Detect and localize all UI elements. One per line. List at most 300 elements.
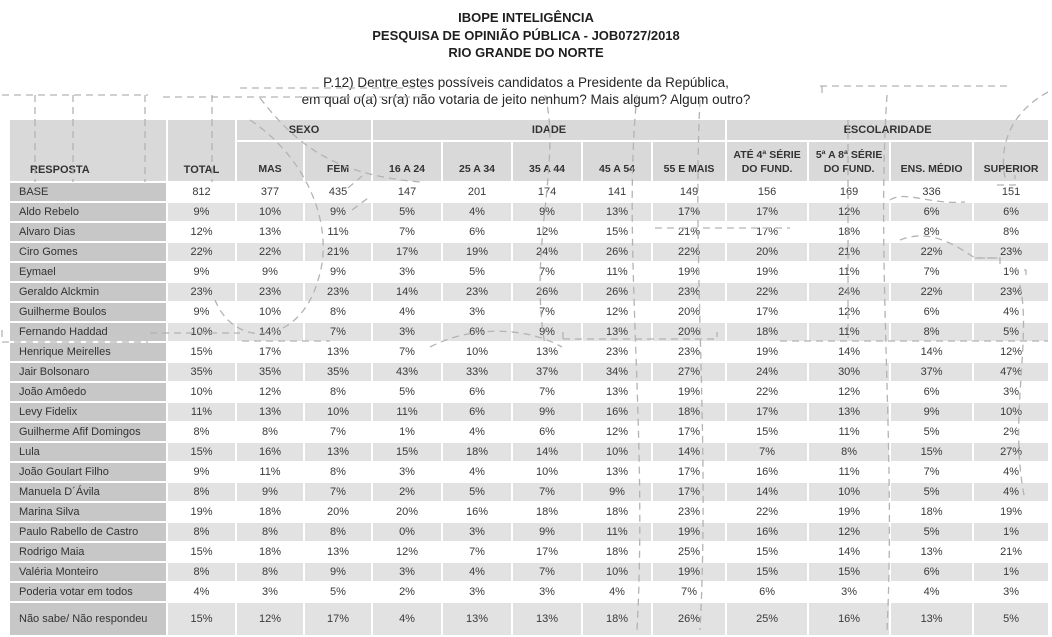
response-label-cell: Poderia votar em todos — [9, 582, 167, 602]
value-cell: 18% — [582, 542, 652, 562]
value-cell: 2% — [372, 582, 442, 602]
value-cell: 4% — [372, 602, 442, 636]
value-cell: 15% — [726, 562, 808, 582]
value-cell: 24% — [726, 362, 808, 382]
response-label-cell: Valéria Monteiro — [9, 562, 167, 582]
column-header: 5ª A 8ª SÉRIE DO FUND. — [808, 141, 890, 182]
value-cell: 5% — [372, 202, 442, 222]
value-cell: 19% — [652, 522, 726, 542]
value-cell: 7% — [890, 262, 973, 282]
value-cell: 12% — [512, 222, 582, 242]
value-cell: 33% — [442, 362, 512, 382]
value-cell: 8% — [973, 222, 1049, 242]
survey-question-line1: P.12) Dentre estes possíveis candidatos a Presidente da República, — [323, 74, 729, 90]
value-cell: 8% — [236, 522, 304, 542]
value-cell: 17% — [726, 202, 808, 222]
value-cell: 169 — [808, 182, 890, 202]
value-cell: 8% — [304, 302, 372, 322]
value-cell: 13% — [582, 322, 652, 342]
value-cell: 812 — [167, 182, 236, 202]
value-cell: 21% — [808, 242, 890, 262]
group-header-idade: IDADE — [372, 119, 726, 141]
value-cell: 14% — [726, 482, 808, 502]
value-cell: 9% — [236, 262, 304, 282]
value-cell: 7% — [890, 462, 973, 482]
value-cell: 9% — [512, 322, 582, 342]
table-row — [9, 602, 1049, 636]
value-cell: 6% — [442, 322, 512, 342]
value-cell: 336 — [890, 182, 973, 202]
value-cell: 7% — [512, 562, 582, 582]
table-row — [9, 202, 1049, 222]
value-cell: 7% — [442, 542, 512, 562]
value-cell: 12% — [973, 342, 1049, 362]
value-cell: 6% — [973, 202, 1049, 222]
value-cell: 3% — [372, 322, 442, 342]
value-cell: 6% — [890, 302, 973, 322]
value-cell: 15% — [167, 342, 236, 362]
total-header: TOTAL — [167, 119, 236, 182]
value-cell: 18% — [582, 602, 652, 636]
table-row — [9, 522, 1049, 542]
value-cell: 18% — [808, 222, 890, 242]
value-cell: 23% — [652, 342, 726, 362]
table-row — [9, 262, 1049, 282]
value-cell: 27% — [973, 442, 1049, 462]
value-cell: 9% — [582, 482, 652, 502]
value-cell: 12% — [582, 302, 652, 322]
value-cell: 13% — [304, 442, 372, 462]
value-cell: 6% — [442, 382, 512, 402]
value-cell: 16% — [582, 402, 652, 422]
value-cell: 16% — [236, 442, 304, 462]
value-cell: 23% — [652, 502, 726, 522]
value-cell: 13% — [890, 542, 973, 562]
value-cell: 3% — [372, 562, 442, 582]
value-cell: 34% — [582, 362, 652, 382]
value-cell: 1% — [973, 562, 1049, 582]
value-cell: 17% — [304, 602, 372, 636]
value-cell: 5% — [890, 482, 973, 502]
value-cell: 15% — [726, 422, 808, 442]
value-cell: 7% — [726, 442, 808, 462]
value-cell: 10% — [167, 322, 236, 342]
value-cell: 19% — [973, 502, 1049, 522]
response-label-cell: Guilherme Boulos — [9, 302, 167, 322]
value-cell: 3% — [372, 262, 442, 282]
value-cell: 9% — [512, 402, 582, 422]
value-cell: 9% — [890, 402, 973, 422]
survey-question — [0, 74, 1052, 109]
value-cell: 7% — [372, 342, 442, 362]
value-cell: 24% — [808, 282, 890, 302]
column-header: 25 A 34 — [442, 141, 512, 182]
value-cell: 17% — [652, 482, 726, 502]
column-header: ENS. MÉDIO — [890, 141, 973, 182]
value-cell: 8% — [167, 422, 236, 442]
value-cell: 10% — [304, 402, 372, 422]
value-cell: 4% — [442, 562, 512, 582]
value-cell: 13% — [304, 342, 372, 362]
value-cell: 12% — [372, 542, 442, 562]
value-cell: 15% — [726, 542, 808, 562]
response-label-cell: Fernando Haddad — [9, 322, 167, 342]
value-cell: 14% — [236, 322, 304, 342]
value-cell: 10% — [582, 442, 652, 462]
value-cell: 6% — [442, 402, 512, 422]
value-cell: 377 — [236, 182, 304, 202]
table-row — [9, 282, 1049, 302]
value-cell: 22% — [890, 242, 973, 262]
value-cell: 22% — [726, 502, 808, 522]
table-row — [9, 242, 1049, 262]
response-label-cell: Aldo Rebelo — [9, 202, 167, 222]
value-cell: 6% — [512, 422, 582, 442]
value-cell: 9% — [512, 522, 582, 542]
value-cell: 10% — [808, 482, 890, 502]
value-cell: 30% — [808, 362, 890, 382]
table-row — [9, 482, 1049, 502]
value-cell: 17% — [236, 342, 304, 362]
response-label-cell: Eymael — [9, 262, 167, 282]
column-header: ATÉ 4ª SÉRIE DO FUND. — [726, 141, 808, 182]
value-cell: 13% — [582, 202, 652, 222]
value-cell: 25% — [652, 542, 726, 562]
value-cell: 22% — [236, 242, 304, 262]
value-cell: 15% — [167, 602, 236, 636]
value-cell: 5% — [973, 322, 1049, 342]
value-cell: 37% — [890, 362, 973, 382]
value-cell: 22% — [167, 242, 236, 262]
value-cell: 18% — [726, 322, 808, 342]
value-cell: 5% — [304, 582, 372, 602]
table-row — [9, 402, 1049, 422]
group-header-row — [9, 119, 1049, 141]
value-cell: 8% — [808, 442, 890, 462]
value-cell: 1% — [973, 262, 1049, 282]
response-label-cell: Geraldo Alckmin — [9, 282, 167, 302]
column-header: FEM — [304, 141, 372, 182]
response-label-cell: Paulo Rabello de Castro — [9, 522, 167, 542]
value-cell: 16% — [442, 502, 512, 522]
value-cell: 4% — [442, 202, 512, 222]
value-cell: 6% — [890, 562, 973, 582]
value-cell: 37% — [512, 362, 582, 382]
value-cell: 3% — [442, 302, 512, 322]
value-cell: 3% — [442, 522, 512, 542]
value-cell: 141 — [582, 182, 652, 202]
value-cell: 13% — [890, 602, 973, 636]
value-cell: 7% — [304, 422, 372, 442]
value-cell: 11% — [304, 222, 372, 242]
value-cell: 5% — [973, 602, 1049, 636]
table-row — [9, 442, 1049, 462]
value-cell: 11% — [808, 322, 890, 342]
value-cell: 11% — [236, 462, 304, 482]
group-header-sexo: SEXO — [236, 119, 372, 141]
value-cell: 4% — [973, 462, 1049, 482]
survey-question-line2: em qual o(a) sr(a) não votaria de jeito nenhum? Mais algum? Algum outro? — [301, 92, 751, 108]
value-cell: 13% — [236, 402, 304, 422]
value-cell: 8% — [167, 482, 236, 502]
value-cell: 21% — [652, 222, 726, 242]
value-cell: 10% — [236, 202, 304, 222]
value-cell: 15% — [582, 222, 652, 242]
value-cell: 10% — [167, 382, 236, 402]
value-cell: 16% — [808, 602, 890, 636]
value-cell: 4% — [582, 582, 652, 602]
value-cell: 8% — [890, 222, 973, 242]
value-cell: 8% — [236, 562, 304, 582]
value-cell: 12% — [167, 222, 236, 242]
response-label-cell: Henrique Meirelles — [9, 342, 167, 362]
response-label-cell: Levy Fidelix — [9, 402, 167, 422]
table-row — [9, 582, 1049, 602]
value-cell: 12% — [582, 422, 652, 442]
value-cell: 22% — [726, 382, 808, 402]
value-cell: 22% — [890, 282, 973, 302]
value-cell: 18% — [442, 442, 512, 462]
value-cell: 435 — [304, 182, 372, 202]
value-cell: 18% — [890, 502, 973, 522]
table-row — [9, 342, 1049, 362]
value-cell: 5% — [890, 422, 973, 442]
value-cell: 12% — [236, 382, 304, 402]
value-cell: 17% — [726, 222, 808, 242]
value-cell: 8% — [890, 322, 973, 342]
value-cell: 17% — [512, 542, 582, 562]
value-cell: 11% — [808, 262, 890, 282]
value-cell: 17% — [652, 422, 726, 442]
value-cell: 2% — [372, 482, 442, 502]
value-cell: 7% — [512, 482, 582, 502]
value-cell: 2% — [973, 422, 1049, 442]
value-cell: 12% — [808, 382, 890, 402]
value-cell: 12% — [808, 522, 890, 542]
table-row — [9, 422, 1049, 442]
value-cell: 27% — [652, 362, 726, 382]
value-cell: 20% — [652, 302, 726, 322]
value-cell: 12% — [236, 602, 304, 636]
value-cell: 23% — [236, 282, 304, 302]
value-cell: 8% — [304, 522, 372, 542]
survey-results-table — [8, 118, 1050, 637]
value-cell: 4% — [442, 422, 512, 442]
value-cell: 6% — [890, 382, 973, 402]
column-header: 16 A 24 — [372, 141, 442, 182]
response-label-cell: BASE — [9, 182, 167, 202]
value-cell: 47% — [973, 362, 1049, 382]
value-cell: 19% — [652, 382, 726, 402]
value-cell: 16% — [726, 462, 808, 482]
column-header: 55 E MAIS — [652, 141, 726, 182]
value-cell: 13% — [808, 402, 890, 422]
value-cell: 10% — [582, 562, 652, 582]
value-cell: 26% — [652, 602, 726, 636]
value-cell: 3% — [372, 462, 442, 482]
value-cell: 18% — [512, 502, 582, 522]
value-cell: 17% — [726, 302, 808, 322]
value-cell: 14% — [808, 342, 890, 362]
value-cell: 1% — [973, 522, 1049, 542]
value-cell: 13% — [582, 382, 652, 402]
value-cell: 19% — [442, 242, 512, 262]
column-header: SUPERIOR — [973, 141, 1049, 182]
value-cell: 24% — [512, 242, 582, 262]
value-cell: 7% — [512, 262, 582, 282]
table-row — [9, 182, 1049, 202]
value-cell: 19% — [652, 562, 726, 582]
value-cell: 43% — [372, 362, 442, 382]
value-cell: 25% — [726, 602, 808, 636]
value-cell: 23% — [167, 282, 236, 302]
report-title-line2: PESQUISA DE OPINIÃO PÚBLICA - JOB0727/2018 — [372, 27, 680, 43]
value-cell: 18% — [582, 502, 652, 522]
response-label-cell: João Goulart Filho — [9, 462, 167, 482]
value-cell: 23% — [973, 282, 1049, 302]
value-cell: 15% — [808, 562, 890, 582]
value-cell: 6% — [442, 222, 512, 242]
value-cell: 0% — [372, 522, 442, 542]
value-cell: 13% — [442, 602, 512, 636]
response-label-cell: João Amôedo — [9, 382, 167, 402]
value-cell: 19% — [652, 262, 726, 282]
value-cell: 4% — [973, 482, 1049, 502]
value-cell: 13% — [582, 462, 652, 482]
value-cell: 147 — [372, 182, 442, 202]
value-cell: 17% — [726, 402, 808, 422]
table-row — [9, 562, 1049, 582]
value-cell: 11% — [372, 402, 442, 422]
value-cell: 23% — [582, 342, 652, 362]
column-header: 35 A 44 — [512, 141, 582, 182]
value-cell: 9% — [512, 202, 582, 222]
value-cell: 4% — [890, 582, 973, 602]
value-cell: 9% — [167, 202, 236, 222]
value-cell: 21% — [973, 542, 1049, 562]
value-cell: 13% — [512, 602, 582, 636]
value-cell: 7% — [652, 582, 726, 602]
report-title-line1: IBOPE INTELIGÊNCIA — [458, 10, 594, 25]
value-cell: 156 — [726, 182, 808, 202]
value-cell: 3% — [808, 582, 890, 602]
response-label-cell: Guilherme Afif Domingos — [9, 422, 167, 442]
value-cell: 26% — [512, 282, 582, 302]
response-label-cell: Ciro Gomes — [9, 242, 167, 262]
value-cell: 17% — [652, 202, 726, 222]
value-cell: 14% — [652, 442, 726, 462]
value-cell: 19% — [808, 502, 890, 522]
value-cell: 15% — [167, 542, 236, 562]
value-cell: 3% — [512, 582, 582, 602]
value-cell: 151 — [973, 182, 1049, 202]
value-cell: 13% — [512, 342, 582, 362]
resposta-header: RESPOSTA — [9, 119, 167, 182]
value-cell: 11% — [808, 422, 890, 442]
value-cell: 17% — [652, 462, 726, 482]
value-cell: 11% — [582, 262, 652, 282]
column-header: 45 A 54 — [582, 141, 652, 182]
value-cell: 11% — [808, 462, 890, 482]
value-cell: 9% — [167, 462, 236, 482]
value-cell: 3% — [973, 382, 1049, 402]
value-cell: 22% — [652, 242, 726, 262]
value-cell: 3% — [236, 582, 304, 602]
value-cell: 7% — [304, 482, 372, 502]
value-cell: 18% — [236, 502, 304, 522]
value-cell: 20% — [372, 502, 442, 522]
response-label-cell: Manuela D´Ávila — [9, 482, 167, 502]
response-label-cell: Lula — [9, 442, 167, 462]
value-cell: 21% — [304, 242, 372, 262]
report-title-line3: RIO GRANDE DO NORTE — [448, 45, 604, 61]
value-cell: 11% — [582, 522, 652, 542]
value-cell: 174 — [512, 182, 582, 202]
table-row — [9, 462, 1049, 482]
value-cell: 1% — [372, 422, 442, 442]
value-cell: 35% — [236, 362, 304, 382]
table-row — [9, 542, 1049, 562]
value-cell: 7% — [304, 322, 372, 342]
value-cell: 14% — [808, 542, 890, 562]
value-cell: 8% — [167, 562, 236, 582]
value-cell: 5% — [372, 382, 442, 402]
value-cell: 7% — [512, 382, 582, 402]
value-cell: 12% — [808, 302, 890, 322]
table-row — [9, 382, 1049, 402]
value-cell: 8% — [304, 382, 372, 402]
column-header: MAS — [236, 141, 304, 182]
value-cell: 23% — [973, 242, 1049, 262]
value-cell: 4% — [167, 582, 236, 602]
report-title-block — [0, 0, 1052, 62]
value-cell: 5% — [442, 262, 512, 282]
value-cell: 35% — [167, 362, 236, 382]
value-cell: 149 — [652, 182, 726, 202]
value-cell: 20% — [726, 242, 808, 262]
value-cell: 6% — [726, 582, 808, 602]
value-cell: 22% — [726, 282, 808, 302]
value-cell: 35% — [304, 362, 372, 382]
value-cell: 14% — [372, 282, 442, 302]
value-cell: 201 — [442, 182, 512, 202]
value-cell: 10% — [973, 402, 1049, 422]
table-row — [9, 222, 1049, 242]
value-cell: 8% — [167, 522, 236, 542]
value-cell: 23% — [304, 282, 372, 302]
value-cell: 15% — [372, 442, 442, 462]
value-cell: 7% — [512, 302, 582, 322]
value-cell: 18% — [652, 402, 726, 422]
value-cell: 5% — [442, 482, 512, 502]
value-cell: 9% — [304, 562, 372, 582]
value-cell: 4% — [973, 302, 1049, 322]
value-cell: 16% — [726, 522, 808, 542]
value-cell: 20% — [652, 322, 726, 342]
value-cell: 3% — [442, 582, 512, 602]
table-row — [9, 302, 1049, 322]
value-cell: 14% — [512, 442, 582, 462]
value-cell: 4% — [442, 462, 512, 482]
value-cell: 26% — [582, 282, 652, 302]
value-cell: 9% — [236, 482, 304, 502]
value-cell: 17% — [372, 242, 442, 262]
value-cell: 26% — [582, 242, 652, 262]
value-cell: 13% — [304, 542, 372, 562]
value-cell: 9% — [167, 302, 236, 322]
table-row — [9, 502, 1049, 522]
table-row — [9, 322, 1049, 342]
